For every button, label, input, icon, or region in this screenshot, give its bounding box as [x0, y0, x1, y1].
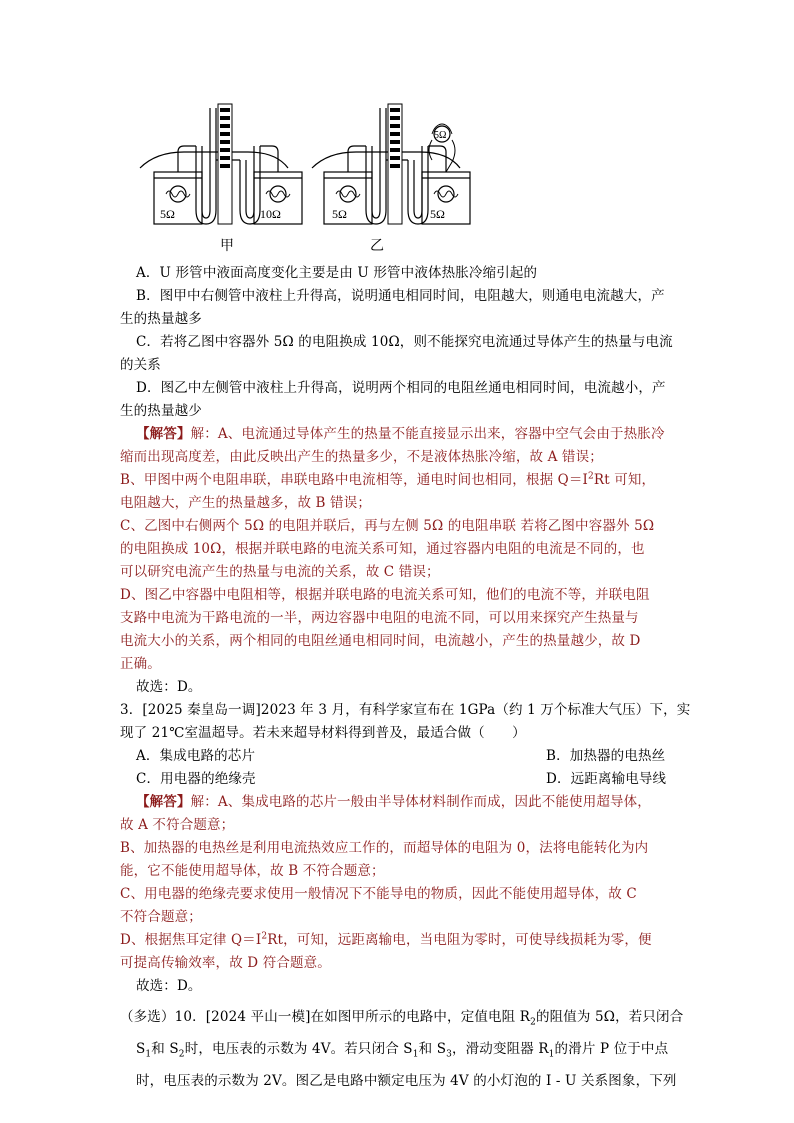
q2-answer-line-2: 缩而出现高度差，由此反映出产生的热量多少，不是液体热胀冷缩，故 A 错误； — [120, 449, 603, 465]
figure-caption-yi: 乙 — [370, 238, 384, 254]
q3-answer-line-1: 【解答】解：A、集成电路的芯片一般由半导体材料制作而成，因此不能使用超导体， — [136, 794, 651, 810]
left-u-tube-2 — [240, 146, 260, 224]
right-resistor-2-label: 5Ω — [430, 207, 445, 221]
q3-answer-line-8: 可提高传输效率，故 D 符合题意。 — [120, 955, 331, 971]
q2-option-c-cont: 的关系 — [120, 357, 161, 373]
q2-choice: 故选：D。 — [136, 679, 202, 695]
q10-stem-line-1: （多选）10．[2024 平山一模]在如图甲所示的电路中，定值电阻 $R_2$的阻值为 5Ω，若只闭合 — [120, 1009, 684, 1028]
q2-option-a: A．U 形管中液面高度变化主要是由 U 形管中液体热胀冷缩引起的 — [136, 265, 538, 281]
q3-option-d: D．远距离输电导线 — [546, 771, 667, 787]
external-resistor-label: 5Ω — [434, 130, 447, 141]
q2-option-b-cont: 生的热量越多 — [120, 311, 202, 327]
q2-option-d: D．图乙中左侧管中液柱上升得高，说明两个相同的电阻丝通电相同时间，电流越小，产 — [136, 380, 666, 396]
q2-option-b: B．图甲中右侧管中液柱上升得高，说明通电相同时间，电阻越大，则通电电流越大，产 — [136, 288, 665, 304]
q3-option-a: A．集成电路的芯片 — [136, 748, 256, 764]
q2-option-c: C．若将乙图中容器外 5Ω 的电阻换成 10Ω，则不能探究电流通过导体产生的热量与电流 — [136, 334, 673, 350]
q3-choice: 故选：D。 — [136, 978, 202, 994]
q10-stem-line-2: $S_1$和 $S_2$时，电压表的示数为 4V。若只闭合 $S_1$和 $S_3$，滑动变阻器 $R_1$的滑片 P 位于中点 — [136, 1041, 669, 1060]
joule-heat-experiment-figure — [136, 100, 496, 260]
left-resistor-2-label: 10Ω — [260, 207, 281, 221]
q2-answer-line-8: D、图乙中容器中电阻相等，根据并联电路的电流关系可知，他们的电流不等，并联电阻 — [120, 587, 650, 603]
right-resistor-1-label: 5Ω — [332, 207, 347, 221]
q3-answer-line-4: 能，它不能使用超导体，故 B 不符合题意； — [120, 863, 385, 879]
q3-answer-label: 【解答】 — [136, 794, 191, 810]
q3-option-c: C．用电器的绝缘壳 — [136, 771, 256, 787]
q3-answer-line-6: 不符合题意； — [120, 909, 202, 925]
left-hose-arc — [140, 152, 288, 168]
q3-options-row-1 — [136, 745, 696, 768]
q3-options-row-2 — [136, 768, 696, 791]
q2-answer-line-7: 可以研究电流产生的热量与电流的关系，故 C 错误； — [120, 564, 440, 580]
right-u-tube-2 — [408, 146, 428, 224]
q2-answer-line-10: 电流大小的关系，两个相同的电阻丝通电相同时间，电流越小，产生的热量越少，故 D — [120, 633, 641, 649]
q3-answer-line-3: B、加热器的电热丝是利用电流热效应工作的，而超导体的电阻为 0，法将电能转化为内 — [120, 840, 649, 856]
q3-answer-line-2: 故 A 不符合题意； — [120, 817, 235, 833]
q2-answer-line-6: 的电阻换成 10Ω，根据并联电路的电流关系可知，通过容器内电阻的电流是不同的，也 — [120, 541, 645, 557]
q2-answer-line-1: 【解答】解：A、电流通过导体产生的热量不能直接显示出来，容器中空气会由于热胀冷 — [136, 426, 665, 442]
q3-answer-line-7: D、根据焦耳定律 $Q=I^2Rt$，可知，远距离输电，当电阻为零时，可使导线损耗为零，便 — [120, 931, 652, 948]
q3-stem: 3．[2025 秦皇岛一调]2023 年 3 月，有科学家宣布在 1GPa（约 1 万个标准大气压）下，实 — [120, 702, 691, 718]
q10-stem-line-3: 时，电压表的示数为 2V。图乙是电路中额定电压为 4V 的小灯泡的 I - U 关系图象，下列 — [136, 1073, 677, 1089]
q2-option-d-cont: 生的热量越少 — [120, 403, 202, 419]
q3-answer-line-5: C、用电器的绝缘壳要求使用一般情况下不能导电的物质，因此不能使用超导体，故 C — [120, 886, 637, 902]
right-u-tube-1 — [366, 108, 386, 224]
q3-stem-cont: 现了 21℃室温超导。若未来超导材料得到普及，最适合做（ ） — [120, 725, 526, 741]
figure-caption-jia: 甲 — [220, 238, 234, 254]
q2-answer-line-11: 正确。 — [120, 656, 161, 672]
q3-option-b: B．加热器的电热丝 — [546, 748, 666, 764]
q2-answer-line-3: B、甲图中两个电阻串联，串联电路中电流相等，通电时间也相同，根据 $Q=I^2Rt$ 可知， — [120, 471, 656, 488]
q2-answer-label: 【解答】 — [136, 426, 191, 442]
left-resistor-1-label: 5Ω — [160, 207, 175, 221]
left-u-tube-1 — [196, 108, 216, 224]
q2-answer-line-5: C、乙图中右侧两个 5Ω 的电阻并联后，再与左侧 5Ω 的电阻串联 若将乙图中容器外 5Ω — [120, 518, 655, 534]
q2-answer-line-4: 电阻越大，产生的热量越多，故 B 错误； — [120, 495, 372, 511]
q2-answer-line-9: 支路中电流为干路电流的一半，两边容器中电阻的电流不同，可以用来探究产生热量与 — [120, 610, 639, 626]
